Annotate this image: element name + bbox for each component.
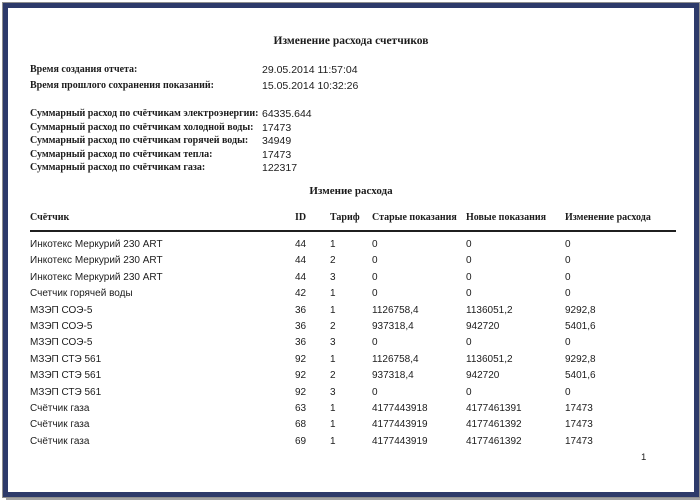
cell-new: 0 bbox=[466, 271, 472, 283]
section-title: Измение расхода bbox=[309, 185, 393, 197]
table-row bbox=[30, 401, 676, 417]
cell-old: 0 bbox=[372, 271, 378, 283]
cell-meter: Счетчик горячей воды bbox=[30, 288, 133, 300]
table-row bbox=[30, 335, 676, 351]
report-page bbox=[3, 3, 699, 497]
cell-meter: МЗЭП СТЭ 561 bbox=[30, 370, 102, 382]
totals-summary bbox=[30, 108, 674, 176]
info-row bbox=[30, 64, 674, 80]
cell-change: 5401,6 bbox=[565, 320, 596, 332]
cell-tariff: 1 bbox=[330, 288, 336, 300]
cell-change: 0 bbox=[565, 288, 571, 300]
cell-id: 92 bbox=[295, 353, 307, 365]
cell-id: 68 bbox=[295, 419, 307, 431]
cell-new: 0 bbox=[466, 386, 472, 398]
info-label: Время прошлого сохранения показаний: bbox=[30, 80, 214, 91]
cell-tariff: 1 bbox=[330, 402, 336, 414]
cell-id: 63 bbox=[295, 402, 307, 414]
column-header-old-readings: Старые показания bbox=[372, 212, 457, 223]
cell-tariff: 1 bbox=[330, 419, 336, 431]
cell-old: 0 bbox=[372, 239, 378, 250]
info-value: 29.05.2014 11:57:04 bbox=[262, 64, 358, 76]
cell-new: 942720 bbox=[466, 370, 500, 382]
cell-tariff: 2 bbox=[330, 320, 336, 332]
cell-new: 1136051,2 bbox=[466, 353, 513, 365]
summary-row bbox=[30, 162, 674, 176]
cell-change: 0 bbox=[565, 239, 571, 250]
column-header-id: ID bbox=[295, 212, 307, 223]
cell-new: 0 bbox=[466, 337, 472, 349]
table-row bbox=[30, 368, 676, 384]
cell-meter: МЗЭП СТЭ 561 bbox=[30, 353, 102, 365]
cell-new: 0 bbox=[466, 288, 472, 300]
cell-meter: МЗЭП СОЭ-5 bbox=[30, 337, 93, 349]
cell-meter: МЗЭП СОЭ-5 bbox=[30, 304, 93, 316]
cell-meter: Счётчик газа bbox=[30, 402, 90, 414]
table-row bbox=[30, 319, 676, 335]
column-header-consumption-change: Изменение расхода bbox=[565, 212, 651, 223]
cell-change: 17473 bbox=[565, 435, 593, 447]
summary-row bbox=[30, 108, 674, 122]
cell-old: 0 bbox=[372, 255, 378, 267]
summary-value: 122317 bbox=[262, 162, 298, 174]
summary-value: 17473 bbox=[262, 121, 292, 134]
cell-new: 4177461392 bbox=[466, 419, 522, 431]
table-row bbox=[30, 417, 676, 433]
column-header-meter: Счётчик bbox=[30, 212, 70, 223]
cell-change: 0 bbox=[565, 255, 571, 267]
table-row bbox=[30, 253, 676, 269]
column-header-new-readings: Новые показания bbox=[466, 212, 546, 223]
cell-new: 942720 bbox=[466, 320, 500, 332]
cell-tariff: 3 bbox=[330, 337, 336, 349]
cell-tariff: 1 bbox=[330, 435, 336, 447]
cell-change: 9292,8 bbox=[565, 304, 596, 316]
table-row bbox=[30, 303, 676, 319]
cell-change: 17473 bbox=[565, 419, 593, 431]
page-number: 1 bbox=[641, 452, 647, 463]
table-row bbox=[30, 286, 676, 302]
cell-new: 1136051,2 bbox=[466, 304, 513, 316]
info-label: Время создания отчета: bbox=[30, 64, 138, 75]
cell-old: 1126758,4 bbox=[372, 304, 419, 316]
summary-value: 34949 bbox=[262, 135, 292, 147]
cell-meter: Инкотекс Меркурий 230 ART bbox=[30, 271, 163, 283]
cell-id: 92 bbox=[295, 386, 307, 398]
cell-old: 1126758,4 bbox=[372, 353, 419, 365]
cell-id: 36 bbox=[295, 304, 307, 316]
table-row bbox=[30, 237, 676, 253]
cell-new: 0 bbox=[466, 255, 472, 267]
summary-label: Суммарный расход по счётчикам газа: bbox=[30, 162, 206, 173]
summary-label: Суммарный расход по счётчикам холодной воды: bbox=[30, 121, 254, 133]
summary-row bbox=[30, 122, 674, 136]
cell-old: 0 bbox=[372, 337, 378, 349]
cell-id: 42 bbox=[295, 288, 307, 300]
cell-id: 92 bbox=[295, 370, 307, 382]
cell-tariff: 1 bbox=[330, 353, 336, 365]
cell-id: 44 bbox=[295, 255, 307, 267]
cell-id: 44 bbox=[295, 271, 307, 283]
cell-old: 4177443918 bbox=[372, 402, 428, 414]
info-value: 15.05.2014 10:32:26 bbox=[262, 80, 359, 92]
cell-old: 0 bbox=[372, 288, 378, 300]
table-row bbox=[30, 385, 676, 401]
table-body bbox=[30, 237, 676, 450]
cell-change: 0 bbox=[565, 271, 571, 283]
cell-tariff: 1 bbox=[330, 304, 336, 316]
summary-label: Суммарный расход по счётчикам горячей воды: bbox=[30, 135, 249, 146]
summary-label: Суммарный расход по счётчикам электроэнергии: bbox=[30, 108, 259, 119]
cell-meter: Счётчик газа bbox=[30, 435, 90, 447]
cell-id: 36 bbox=[295, 320, 307, 332]
cell-old: 4177443919 bbox=[372, 435, 428, 447]
cell-old: 4177443919 bbox=[372, 419, 428, 431]
cell-old: 937318,4 bbox=[372, 370, 414, 382]
table-row bbox=[30, 434, 676, 450]
summary-row bbox=[30, 149, 674, 163]
cell-meter: Счётчик газа bbox=[30, 419, 90, 431]
cell-new: 4177461391 bbox=[466, 402, 522, 414]
summary-value: 64335.644 bbox=[262, 108, 312, 120]
cell-tariff: 2 bbox=[330, 255, 336, 267]
cell-change: 9292,8 bbox=[565, 353, 596, 365]
cell-meter: Инкотекс Меркурий 230 ART bbox=[30, 239, 163, 250]
cell-change: 0 bbox=[565, 337, 571, 349]
cell-tariff: 3 bbox=[330, 271, 336, 283]
info-row bbox=[30, 80, 674, 96]
cell-id: 44 bbox=[295, 239, 307, 250]
cell-tariff: 3 bbox=[330, 386, 336, 398]
report-title: Изменение расхода счетчиков bbox=[273, 35, 429, 47]
column-header-tariff: Тариф bbox=[330, 212, 360, 223]
cell-change: 17473 bbox=[565, 402, 593, 414]
cell-id: 69 bbox=[295, 435, 307, 447]
summary-row bbox=[30, 135, 674, 149]
cell-id: 36 bbox=[295, 337, 307, 349]
report-timestamps bbox=[30, 64, 674, 96]
cell-meter: Инкотекс Меркурий 230 ART bbox=[30, 255, 163, 267]
cell-change: 5401,6 bbox=[565, 370, 596, 382]
report-content bbox=[8, 8, 694, 492]
cell-old: 0 bbox=[372, 386, 378, 398]
cell-meter: МЗЭП СТЭ 561 bbox=[30, 386, 102, 398]
table-header-row bbox=[30, 212, 676, 232]
cell-tariff: 1 bbox=[330, 239, 336, 250]
table-row bbox=[30, 270, 676, 286]
cell-new: 4177461392 bbox=[466, 435, 522, 447]
cell-change: 0 bbox=[565, 386, 571, 398]
table-row bbox=[30, 352, 676, 368]
cell-new: 0 bbox=[466, 239, 472, 250]
cell-tariff: 2 bbox=[330, 370, 336, 382]
cell-old: 937318,4 bbox=[372, 320, 414, 332]
cell-meter: МЗЭП СОЭ-5 bbox=[30, 320, 93, 332]
summary-label: Суммарный расход по счётчикам тепла: bbox=[30, 148, 213, 160]
summary-value: 17473 bbox=[262, 148, 292, 161]
